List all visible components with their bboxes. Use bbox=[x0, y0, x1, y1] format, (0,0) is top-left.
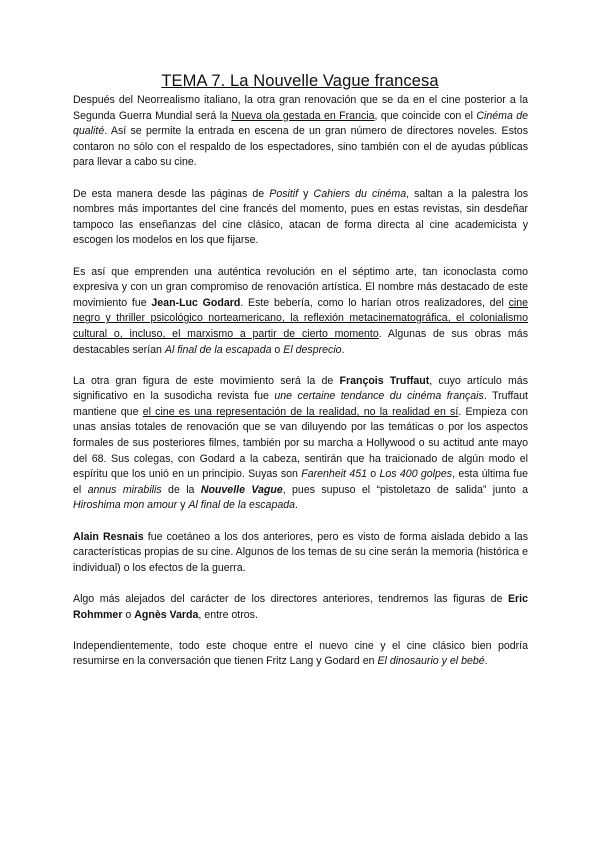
bold-text: Eric Rohmmer bbox=[73, 593, 528, 621]
text-run: , pues supuso el “pistoletazo de salida” junto a bbox=[282, 483, 528, 496]
text-run: , saltan a la palestra los nombres más importantes del cine francés del momento, pues en estas revistas, sin desdeñar tampoco las enseñanzas del cine clásico, atacan de forma directa al cine academicista y escogen los modelos en los que fijarse. bbox=[73, 187, 529, 247]
bold-text: François Truffaut bbox=[339, 374, 430, 387]
italic-text: Al final de la escapada bbox=[188, 499, 296, 512]
bold-text: Jean-Luc Godard bbox=[151, 296, 241, 309]
text-run: fue coetáneo a los dos anteriores, pero es visto de forma aislada debido a las características propias de su cine. Algunos de los temas de su cine serán la memoria (histórica e individual) o los efectos de la guerra. bbox=[73, 530, 528, 574]
paragraph-3 bbox=[73, 265, 528, 359]
bold-text: Alain Resnais bbox=[73, 530, 144, 543]
bold-text: Agnès Varda bbox=[134, 608, 199, 621]
text-run: . Truffaut mantiene que bbox=[73, 390, 528, 418]
italic-text: une certaine tendance du cinéma français bbox=[274, 390, 484, 403]
text-run: . bbox=[484, 655, 488, 668]
italic-text: Farenheit 451 bbox=[301, 468, 367, 481]
paragraph-2 bbox=[73, 187, 528, 249]
text-run: o bbox=[367, 468, 380, 481]
text-run: . Empieza con unas ansias totales de renovación que se van diluyendo por las temáticas o por los aspectos formales de sus posteriores filmes, también por su marcha a Hollywood o su actitud ante mayo del 68. Sus colegas, con Godard a la cabeza, sentirán que ha traicionado de algún modo el espíritu que los unió en un principio. Suyas son bbox=[73, 405, 528, 481]
italic-text: Los 400 golpes bbox=[379, 468, 453, 481]
paragraph-5 bbox=[73, 530, 528, 577]
text-run: o bbox=[271, 343, 284, 356]
text-run: de la bbox=[161, 483, 201, 496]
text-run: . Así se permite la entrada en escena de un gran número de directores noveles. Estos contaron no sólo con el respaldo de los espectadores, sino también con el de ayudas públicas para llevar a cabo su cine. bbox=[73, 125, 528, 169]
document-body bbox=[73, 93, 528, 686]
italic-text: El desprecio bbox=[283, 343, 342, 356]
text-run: Independientemente, todo este choque entre el nuevo cine y el cine clásico bien podría resumirse en la conversación que tienen Fritz Lang y Godard en bbox=[73, 639, 528, 668]
text-run: o bbox=[122, 608, 135, 621]
paragraph-6 bbox=[73, 592, 528, 623]
text-run: , entre otros. bbox=[198, 608, 258, 621]
text-run: La otra gran figura de este movimiento será la de bbox=[73, 374, 340, 387]
page-title: TEMA 7. La Nouvelle Vague francesa bbox=[161, 72, 439, 90]
italic-text: Hiroshima mon amour bbox=[73, 499, 178, 512]
text-run: y bbox=[298, 187, 314, 200]
text-run: Después del Neorrealismo italiano, la otra gran renovación que se da en el cine posterior a la Segunda Guerra Mundial será la bbox=[73, 94, 528, 122]
paragraph-7 bbox=[73, 639, 528, 670]
text-run: . bbox=[295, 499, 298, 512]
italic-text: Cahiers du cinéma bbox=[313, 187, 407, 200]
underlined-text: cine negro y thriller psicológico norteamericano, la reflexión metacinematográfica, el colonialismo cultural o, incluso, el marxismo a partir de cierto momento bbox=[73, 296, 528, 340]
paragraph-4 bbox=[73, 374, 528, 514]
text-run: De esta manera desde las páginas de bbox=[73, 187, 270, 200]
text-run: , cuyo artículo más significativo en la susodicha revista fue bbox=[73, 374, 528, 403]
text-run: Algo más alejados del carácter de los directores anteriores, tendremos las figuras de bbox=[73, 593, 508, 605]
text-run: , que coincide con el bbox=[374, 109, 477, 122]
italic-text: annus mirabilis bbox=[87, 483, 162, 496]
italic-text: Cinéma de qualité bbox=[73, 109, 529, 138]
paragraph-1 bbox=[73, 93, 528, 171]
text-run: . bbox=[341, 343, 345, 356]
underlined-text: Nueva ola gestada en Francia bbox=[231, 109, 375, 122]
text-run: y bbox=[177, 499, 189, 512]
italic-text: Positif bbox=[269, 187, 299, 200]
text-run: . Algunas de sus obras más destacables serían bbox=[73, 327, 529, 356]
italic-text: Al final de la escapada bbox=[164, 343, 272, 356]
text-run: Es así que emprenden una auténtica revolución en el séptimo arte, tan iconoclasta como expresiva y con un gran compromiso de renovación artística. El nombre más destacado de este movimiento fue bbox=[73, 265, 528, 309]
bold-italic-text: Nouvelle Vague bbox=[200, 483, 283, 496]
text-run: . Este bebería, como lo harían otros realizadores, del bbox=[240, 296, 509, 309]
italic-text: El dinosaurio y el bebé bbox=[377, 655, 485, 668]
text-run: , esta última fue el bbox=[73, 468, 528, 496]
underlined-text: el cine es una representación de la realidad, no la realidad en sí bbox=[142, 405, 459, 418]
